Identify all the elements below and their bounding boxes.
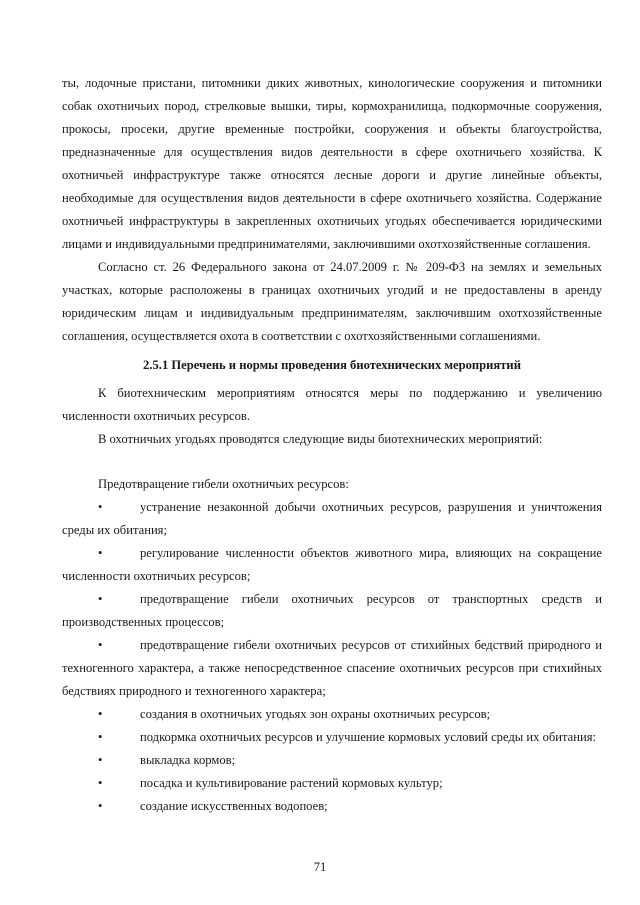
list-item-text: создания в охотничьих угодьях зон охраны охотничьих ресурсов; [140, 707, 491, 721]
list-item [62, 726, 602, 749]
bullet-icon: • [98, 707, 103, 721]
list-item-text: предотвращение гибели охотничьих ресурсов от стихийных бедствий природного и техногенного характера, а также непосредственное спасение охотничьих ресурсов при стихийных бедствиях природного и техногенного характера; [62, 638, 602, 698]
bullet-icon: • [98, 730, 103, 744]
paragraph-intro-2: В охотничьих угодьях проводятся следующие виды биотехнических мероприятий: [98, 432, 543, 446]
list-item-text: регулирование численности объектов животного мира, влияющих на сокращение численности охотничьих ресурсов; [62, 546, 602, 583]
list-item [62, 795, 602, 818]
bullet-icon: • [98, 776, 103, 790]
list-item-text: выкладка кормов; [140, 753, 236, 767]
list-item [62, 496, 602, 542]
page-number: 71 [313, 860, 327, 874]
list-item-text: посадка и культивирование растений кормовых культур; [140, 776, 443, 790]
bullet-icon: • [98, 592, 103, 606]
list-item-text: предотвращение гибели охотничьих ресурсов от транспортных средств и производственных процессов; [62, 592, 602, 629]
list-item [62, 772, 602, 795]
bullet-icon: • [98, 500, 103, 514]
bullet-icon: • [98, 799, 103, 813]
list-item-text: устранение незаконной добычи охотничьих ресурсов, разрушения и уничтожения среды их обитания; [62, 500, 602, 537]
section-heading: 2.5.1 Перечень и нормы проведения биотехнических мероприятий [143, 358, 521, 372]
list-heading: Предотвращение гибели охотничьих ресурсов: [98, 477, 349, 491]
bullet-list [62, 496, 602, 818]
list-item-text: подкормка охотничьих ресурсов и улучшение кормовых условий среды их обитания: [140, 730, 597, 744]
paragraph-article-26: Согласно ст. 26 Федерального закона от 24.07.2009 г. № 209-ФЗ на землях и земельных участках, которые расположены в границах охотничьих угодий и не предоставлены в аренду юридическим лицам и индивидуальным предпринимателям, заключившим охотхозяйственные соглашения, осуществляется охота в соответствии с охотхозяйственными соглашениями. [62, 260, 602, 343]
list-item [62, 634, 602, 703]
paragraph-continuation: ты, лодочные пристани, питомники диких животных, кинологические сооружения и питомники собак охотничьих пород, стрелковые вышки, тиры, кормохранилища, подкормочные сооружения, прокосы, просеки, другие временные постройки, сооружения и объекты благоустройства, предназначенные для осуществления видов деятельности в сфере охотничьего хозяйства. К охотничьей инфраструктуре также относятся лесные дороги и другие линейные объекты, необходимые для осуществления видов деятельности в сфере охотничьего хозяйства. Содержание охотничьей инфраструктуры в закрепленных охотничьих угодьях обеспечивается юридическими лицами и индивидуальными предпринимателями, заключившими охотхозяйственные соглашения. [62, 76, 602, 251]
paragraph-intro-1: К биотехническим мероприятиям относятся меры по поддержанию и увеличению численности охотничьих ресурсов. [62, 386, 602, 423]
list-item [62, 749, 602, 772]
list-item [62, 588, 602, 634]
bullet-icon: • [98, 546, 103, 560]
blank-line [62, 451, 602, 473]
list-item [62, 703, 602, 726]
bullet-icon: • [98, 753, 103, 767]
list-item-text: создание искусственных водопоев; [140, 799, 328, 813]
bullet-icon: • [98, 638, 103, 652]
list-item [62, 542, 602, 588]
